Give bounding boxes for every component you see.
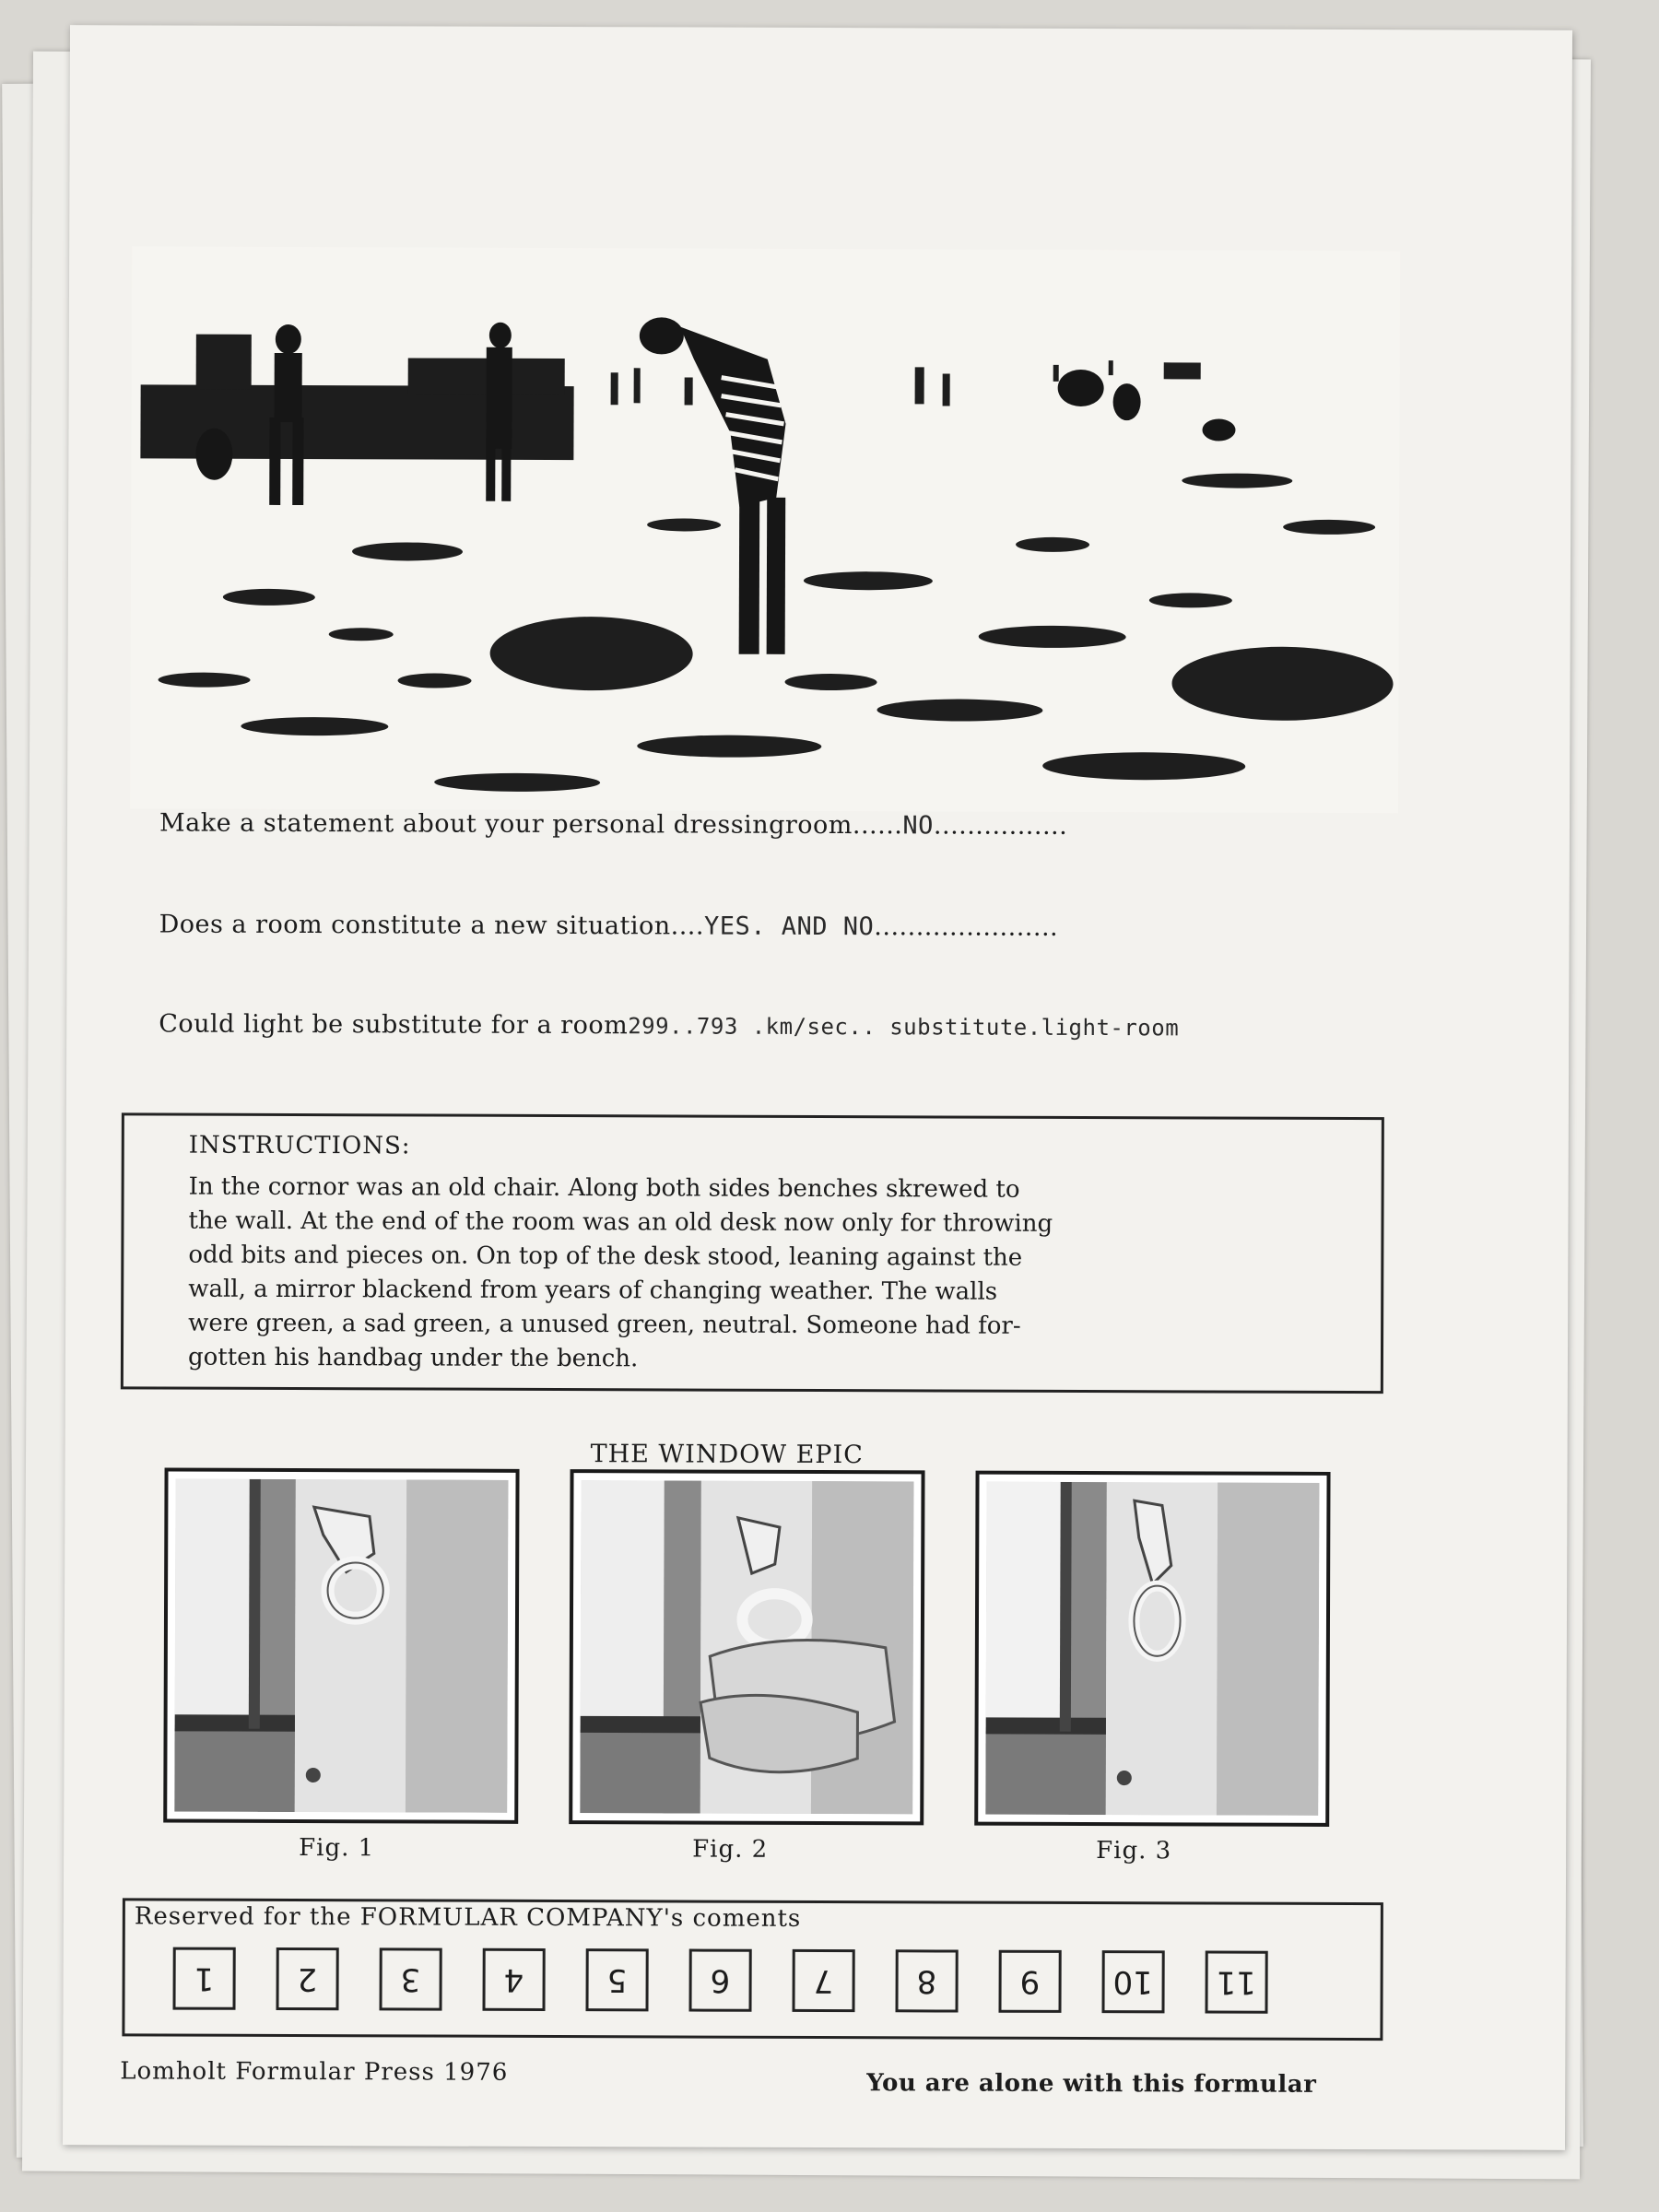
figure-3-caption: Fig. 3: [1096, 1837, 1172, 1865]
figure-2-caption: Fig. 2: [692, 1835, 769, 1864]
beach-photo: [130, 246, 1400, 813]
comment-box-3[interactable]: 3: [380, 1947, 442, 2010]
comment-box-7[interactable]: 7: [792, 1949, 854, 2012]
answer-text[interactable]: 299..793 .km/sec.. substitute.light-room: [628, 1013, 1180, 1041]
question-text: Could light be substitute for a room: [159, 1009, 629, 1041]
question-light-room: [159, 1010, 1179, 1042]
reserved-comments-box: [122, 1898, 1383, 2041]
instructions-line: were green, a sad green, a unused green, neutral. Someone had for-: [188, 1309, 1021, 1340]
instructions-box: [121, 1112, 1384, 1394]
formular-page: [63, 25, 1572, 2150]
question-text: Make a statement about your personal dressingroom: [159, 808, 853, 841]
figure-1-caption: Fig. 1: [299, 1834, 375, 1863]
question-dressingroom: Make a statement about your personal dressingroom......NO................: [159, 808, 1068, 841]
instructions-line: the wall. At the end of the room was an old desk now only for throwing: [188, 1206, 1053, 1238]
comment-box-9[interactable]: 9: [998, 1950, 1061, 2013]
comment-box-1[interactable]: 1: [173, 1947, 236, 2010]
comment-box-4[interactable]: 4: [483, 1948, 546, 2011]
instructions-line: In the cornor was an old chair. Along both sides benches skrewed to: [188, 1172, 1020, 1204]
instructions-line: gotten his handbag under the bench.: [187, 1343, 639, 1373]
figure-2-photo: [569, 1469, 924, 1825]
comment-box-6[interactable]: 6: [688, 1949, 751, 2012]
answer-text[interactable]: YES. AND NO: [703, 912, 875, 942]
reserved-label: Reserved for the FORMULAR COMPANY's coments: [134, 1902, 802, 1933]
instructions-line: odd bits and pieces on. On top of the desk stood, leaning against the: [188, 1241, 1023, 1272]
instructions-title: INSTRUCTIONS:: [188, 1131, 411, 1160]
figure-1-photo: [163, 1468, 519, 1824]
question-text: Does a room constitute a new situation: [159, 910, 671, 941]
answer-text[interactable]: NO: [902, 811, 934, 841]
comment-box-11[interactable]: 11: [1205, 1950, 1267, 2013]
comment-box-10[interactable]: 10: [1101, 1950, 1164, 2013]
comment-box-2[interactable]: 2: [276, 1947, 339, 2010]
comment-box-8[interactable]: 8: [895, 1949, 958, 2012]
comment-number-boxes: [173, 1947, 1268, 2014]
window-epic-title: THE WINDOW EPIC: [590, 1440, 864, 1470]
tagline-footer: You are alone with this formular: [866, 2069, 1317, 2099]
publisher-footer: Lomholt Formular Press 1976: [120, 2057, 509, 2087]
instructions-line: wall, a mirror blackend from years of changing weather. The walls: [188, 1275, 998, 1306]
figure-3-photo: [974, 1471, 1330, 1827]
comment-box-5[interactable]: 5: [586, 1948, 649, 2011]
question-new-situation: Does a room constitute a new situation....YES. AND NO......................: [159, 910, 1059, 942]
